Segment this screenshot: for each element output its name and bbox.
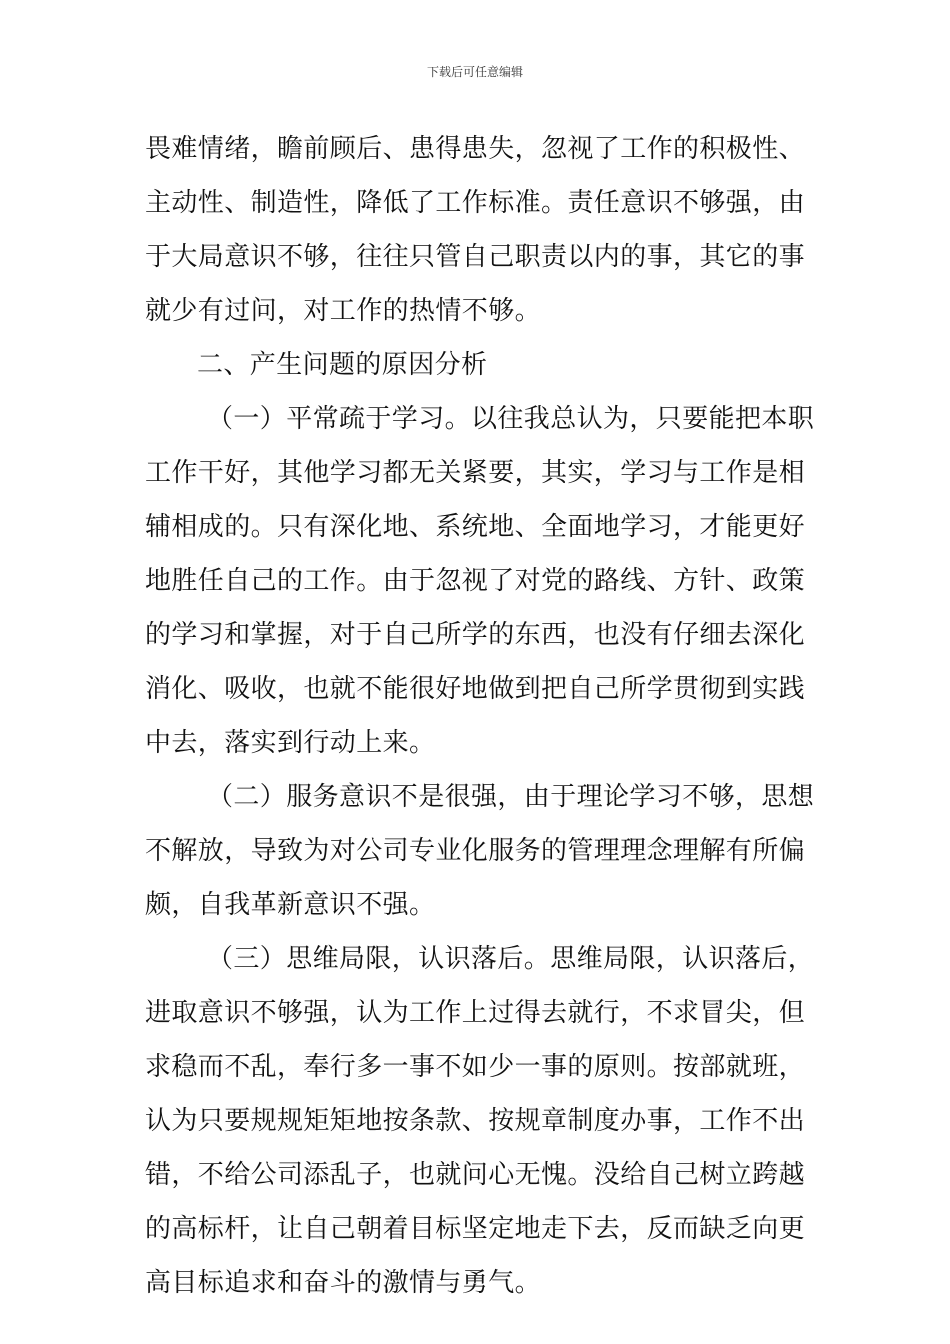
paragraph-start-line: （二）服务意识不是很强，由于理论学习不够，思想 bbox=[207, 782, 815, 812]
text-line: 就少有过问，对工作的热情不够。 bbox=[145, 296, 542, 326]
paragraph-start-line: （一）平常疏于学习。以往我总认为，只要能把本职 bbox=[207, 404, 815, 434]
document-body bbox=[145, 122, 815, 1310]
text-line: 辅相成的。只有深化地、系统地、全面地学习，才能更好 bbox=[145, 512, 806, 542]
text-line: 的学习和掌握，对于自己所学的东西，也没有仔细去深化 bbox=[145, 620, 806, 650]
text-line: 不解放，导致为对公司专业化服务的管理理念理解有所偏 bbox=[145, 836, 806, 866]
text-line: 颇，自我革新意识不强。 bbox=[145, 890, 436, 920]
text-line: 于大局意识不够，往往只管自己职责以内的事，其它的事 bbox=[145, 242, 806, 272]
text-line: 地胜任自己的工作。由于忽视了对党的路线、方针、政策 bbox=[145, 566, 806, 596]
paragraph-start-line: （三）思维局限，认识落后。思维局限，认识落后， bbox=[207, 944, 815, 974]
page-header: 下载后可任意编辑 bbox=[426, 65, 523, 79]
section-heading: 二、产生问题的原因分析 bbox=[197, 350, 488, 380]
text-line: 进取意识不够强，认为工作上过得去就行，不求冒尖，但 bbox=[145, 998, 806, 1028]
text-line: 认为只要规规矩矩地按条款、按规章制度办事，工作不出 bbox=[145, 1106, 806, 1136]
text-line: 畏难情绪，瞻前顾后、患得患失，忽视了工作的积极性、 bbox=[145, 134, 806, 164]
text-line: 高目标追求和奋斗的激情与勇气。 bbox=[145, 1268, 542, 1298]
text-line: 工作干好，其他学习都无关紧要，其实，学习与工作是相 bbox=[145, 458, 806, 488]
text-line: 的高标杆，让自己朝着目标坚定地走下去，反而缺乏向更 bbox=[145, 1214, 806, 1244]
text-line: 中去，落实到行动上来。 bbox=[145, 728, 436, 758]
text-line: 错，不给公司添乱子，也就问心无愧。没给自己树立跨越 bbox=[145, 1160, 806, 1190]
text-line: 消化、吸收，也就不能很好地做到把自己所学贯彻到实践 bbox=[145, 674, 806, 704]
text-line: 求稳而不乱，奉行多一事不如少一事的原则。按部就班， bbox=[145, 1052, 806, 1082]
text-line: 主动性、制造性，降低了工作标准。责任意识不够强，由 bbox=[145, 188, 806, 218]
